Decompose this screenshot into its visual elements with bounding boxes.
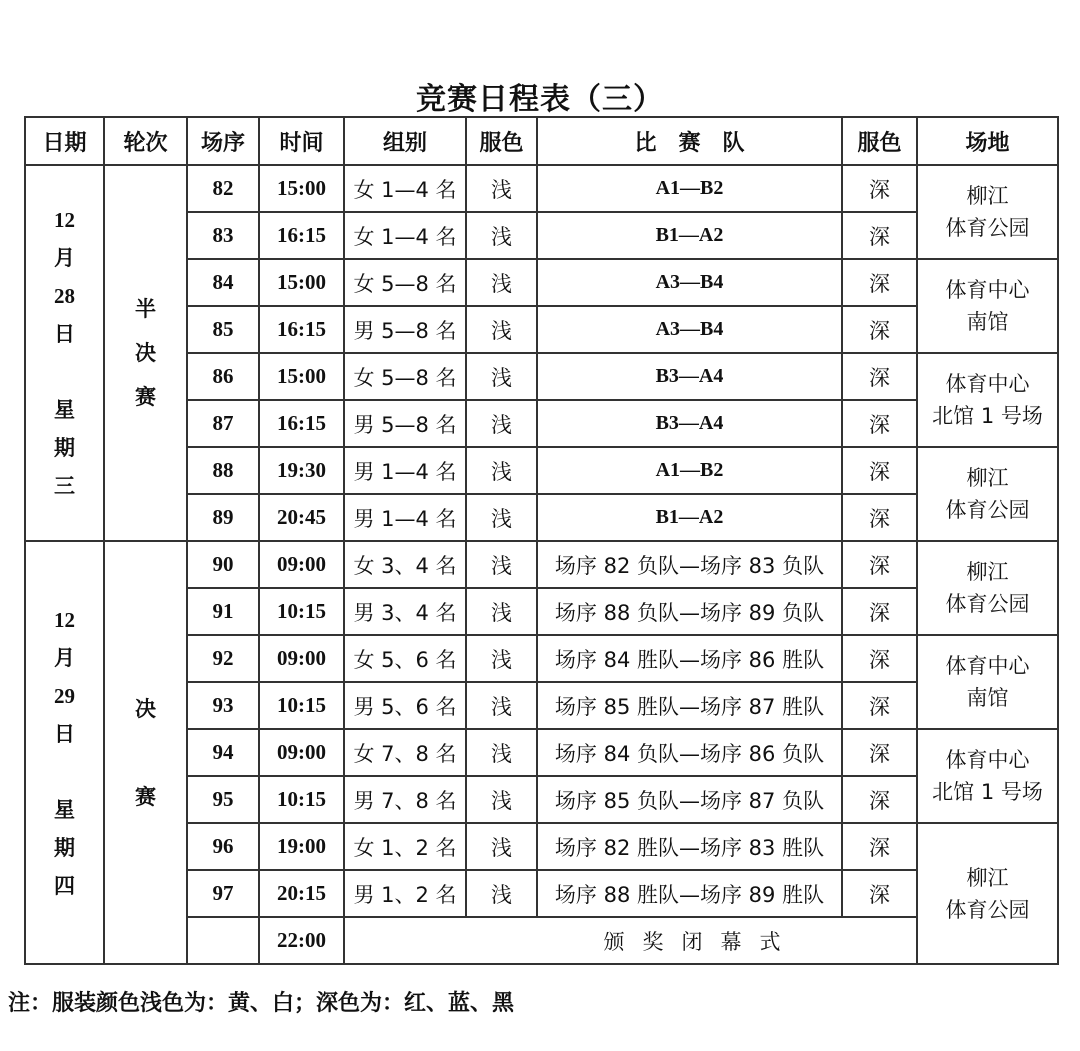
match-time: 10:15: [259, 682, 344, 729]
match-teams: A3—B4: [537, 306, 842, 353]
home-color: 浅: [466, 682, 537, 729]
header-row: [25, 117, 1058, 165]
match-teams: 场序 82 负队—场序 83 负队: [537, 541, 842, 588]
match-time: 10:15: [259, 776, 344, 823]
date-line: 29: [54, 683, 75, 708]
date-line: [26, 753, 103, 791]
match-number: 89: [187, 494, 259, 541]
match-teams: 场序 88 负队—场序 89 负队: [537, 588, 842, 635]
match-teams: A1—B2: [537, 165, 842, 212]
home-color: 浅: [466, 400, 537, 447]
match-number: 88: [187, 447, 259, 494]
match-teams: A3—B4: [537, 259, 842, 306]
round-line: [105, 731, 186, 775]
home-color: 浅: [466, 588, 537, 635]
home-color: 浅: [466, 447, 537, 494]
match-time: 20:15: [259, 870, 344, 917]
venue-line: 北馆 1 号场: [932, 404, 1043, 428]
venue-line: 体育中心: [945, 372, 1030, 396]
home-color: 浅: [466, 494, 537, 541]
match-number: 96: [187, 823, 259, 870]
away-color: 深: [842, 588, 917, 635]
header-match-no: 场序: [187, 117, 259, 165]
table-row: [25, 165, 1058, 212]
match-teams: B3—A4: [537, 353, 842, 400]
venue-line: 柳江: [966, 184, 1009, 208]
date-line: 期: [54, 835, 75, 860]
match-teams: 场序 82 胜队—场序 83 胜队: [537, 823, 842, 870]
match-group: 女 1、2 名: [344, 823, 466, 870]
date-line: [26, 353, 103, 391]
venue-cell: [917, 541, 1058, 635]
date-line: 12: [54, 208, 75, 232]
venue-line: 体育公园: [945, 498, 1030, 522]
match-group: 女 5—8 名: [344, 259, 466, 306]
match-teams: B1—A2: [537, 212, 842, 259]
match-teams: B3—A4: [537, 400, 842, 447]
away-color: 深: [842, 212, 917, 259]
match-group: 男 1—4 名: [344, 447, 466, 494]
venue-line: 体育中心: [945, 278, 1030, 302]
match-teams: B1—A2: [537, 494, 842, 541]
match-time: 09:00: [259, 729, 344, 776]
match-time: 20:45: [259, 494, 344, 541]
venue-line: 体育中心: [945, 748, 1030, 772]
home-color: 浅: [466, 776, 537, 823]
round-line: 赛: [135, 784, 156, 809]
match-teams: 场序 85 负队—场序 87 负队: [537, 776, 842, 823]
home-color: 浅: [466, 259, 537, 306]
round-line: 决: [135, 341, 156, 365]
away-color: 深: [842, 353, 917, 400]
header-color-home: 服色: [466, 117, 537, 165]
venue-cell: [917, 353, 1058, 447]
away-color: 深: [842, 400, 917, 447]
away-color: 深: [842, 870, 917, 917]
match-group: 女 1—4 名: [344, 165, 466, 212]
home-color: 浅: [466, 823, 537, 870]
match-group: 女 5、6 名: [344, 635, 466, 682]
date-line: 三: [54, 474, 75, 498]
match-group: 男 7、8 名: [344, 776, 466, 823]
header-teams: 比 赛 队: [537, 117, 842, 165]
match-time: 09:00: [259, 541, 344, 588]
home-color: 浅: [466, 635, 537, 682]
closing-match-number: [187, 917, 259, 964]
date-line: 星: [54, 797, 75, 822]
match-time: 15:00: [259, 165, 344, 212]
home-color: 浅: [466, 353, 537, 400]
home-color: 浅: [466, 870, 537, 917]
home-color: 浅: [466, 729, 537, 776]
match-teams: 场序 84 负队—场序 86 负队: [537, 729, 842, 776]
venue-cell: [917, 259, 1058, 353]
date-line: 日: [54, 721, 75, 746]
match-time: 19:00: [259, 823, 344, 870]
match-group: 女 3、4 名: [344, 541, 466, 588]
closing-label: 颁奖闭幕式: [344, 917, 1058, 964]
away-color: 深: [842, 165, 917, 212]
date-line: 星: [54, 398, 75, 422]
date-line: 12: [54, 607, 75, 632]
match-number: 97: [187, 870, 259, 917]
date-line: 月: [54, 645, 75, 670]
venue-cell: [917, 729, 1058, 823]
round-line: 赛: [135, 385, 156, 409]
venue-cell: [917, 447, 1058, 541]
date-cell: [25, 165, 104, 541]
home-color: 浅: [466, 306, 537, 353]
away-color: 深: [842, 823, 917, 870]
match-time: 16:15: [259, 306, 344, 353]
round-cell: [104, 165, 187, 541]
match-number: 82: [187, 165, 259, 212]
away-color: 深: [842, 682, 917, 729]
match-number: 95: [187, 776, 259, 823]
venue-line: 体育公园: [945, 216, 1030, 240]
venue-line: 体育公园: [945, 592, 1030, 616]
round-line: 决: [135, 696, 156, 721]
date-cell: [25, 541, 104, 964]
table-row: [25, 541, 1058, 588]
venue-line: 南馆: [966, 686, 1009, 710]
venue-line: 南馆: [966, 310, 1009, 334]
venue-line: 柳江: [966, 560, 1009, 584]
away-color: 深: [842, 541, 917, 588]
match-group: 男 1、2 名: [344, 870, 466, 917]
page-title: 竞赛日程表（三）: [416, 82, 664, 117]
match-group: 男 5—8 名: [344, 306, 466, 353]
match-group: 女 5—8 名: [344, 353, 466, 400]
match-group: 女 7、8 名: [344, 729, 466, 776]
home-color: 浅: [466, 212, 537, 259]
match-number: 87: [187, 400, 259, 447]
date-line: 28: [54, 284, 75, 308]
away-color: 深: [842, 259, 917, 306]
match-number: 94: [187, 729, 259, 776]
match-time: 15:00: [259, 259, 344, 306]
venue-line: 体育公园: [945, 897, 1030, 922]
match-teams: 场序 85 胜队—场序 87 胜队: [537, 682, 842, 729]
date-line: 日: [54, 322, 75, 346]
venue-cell: [917, 165, 1058, 259]
closing-time: 22:00: [259, 917, 344, 964]
match-number: 86: [187, 353, 259, 400]
match-group: 女 1—4 名: [344, 212, 466, 259]
venue-line: 北馆 1 号场: [932, 780, 1043, 804]
home-color: 浅: [466, 165, 537, 212]
home-color: 浅: [466, 541, 537, 588]
match-teams: 场序 88 胜队—场序 89 胜队: [537, 870, 842, 917]
venue-line: 体育中心: [945, 654, 1030, 678]
match-group: 男 1—4 名: [344, 494, 466, 541]
match-group: 男 5、6 名: [344, 682, 466, 729]
venue-line: 柳江: [966, 466, 1009, 490]
away-color: 深: [842, 494, 917, 541]
away-color: 深: [842, 776, 917, 823]
match-time: 09:00: [259, 635, 344, 682]
match-number: 93: [187, 682, 259, 729]
match-number: 91: [187, 588, 259, 635]
header-color-away: 服色: [842, 117, 917, 165]
away-color: 深: [842, 447, 917, 494]
header-time: 时间: [259, 117, 344, 165]
match-group: 男 5—8 名: [344, 400, 466, 447]
match-number: 83: [187, 212, 259, 259]
date-line: 月: [54, 246, 75, 270]
match-group: 男 3、4 名: [344, 588, 466, 635]
header-group: 组别: [344, 117, 466, 165]
match-teams: 场序 84 胜队—场序 86 胜队: [537, 635, 842, 682]
venue-cell: [917, 635, 1058, 729]
away-color: 深: [842, 635, 917, 682]
date-line: 四: [54, 873, 75, 898]
header-round: 轮次: [104, 117, 187, 165]
away-color: 深: [842, 729, 917, 776]
match-time: 10:15: [259, 588, 344, 635]
date-line: 期: [54, 436, 75, 460]
match-number: 90: [187, 541, 259, 588]
match-number: 84: [187, 259, 259, 306]
match-time: 19:30: [259, 447, 344, 494]
match-teams: A1—B2: [537, 447, 842, 494]
match-time: 16:15: [259, 400, 344, 447]
round-line: 半: [135, 297, 156, 321]
venue-line: 柳江: [966, 865, 1009, 890]
match-number: 92: [187, 635, 259, 682]
round-cell: [104, 541, 187, 964]
match-number: 85: [187, 306, 259, 353]
header-date: 日期: [25, 117, 104, 165]
schedule-table: [24, 116, 1059, 965]
away-color: 深: [842, 306, 917, 353]
header-venue: 场地: [917, 117, 1058, 165]
match-time: 16:15: [259, 212, 344, 259]
match-time: 15:00: [259, 353, 344, 400]
footnote: 注：服装颜色浅色为：黄、白；深色为：红、蓝、黑: [8, 991, 515, 1016]
